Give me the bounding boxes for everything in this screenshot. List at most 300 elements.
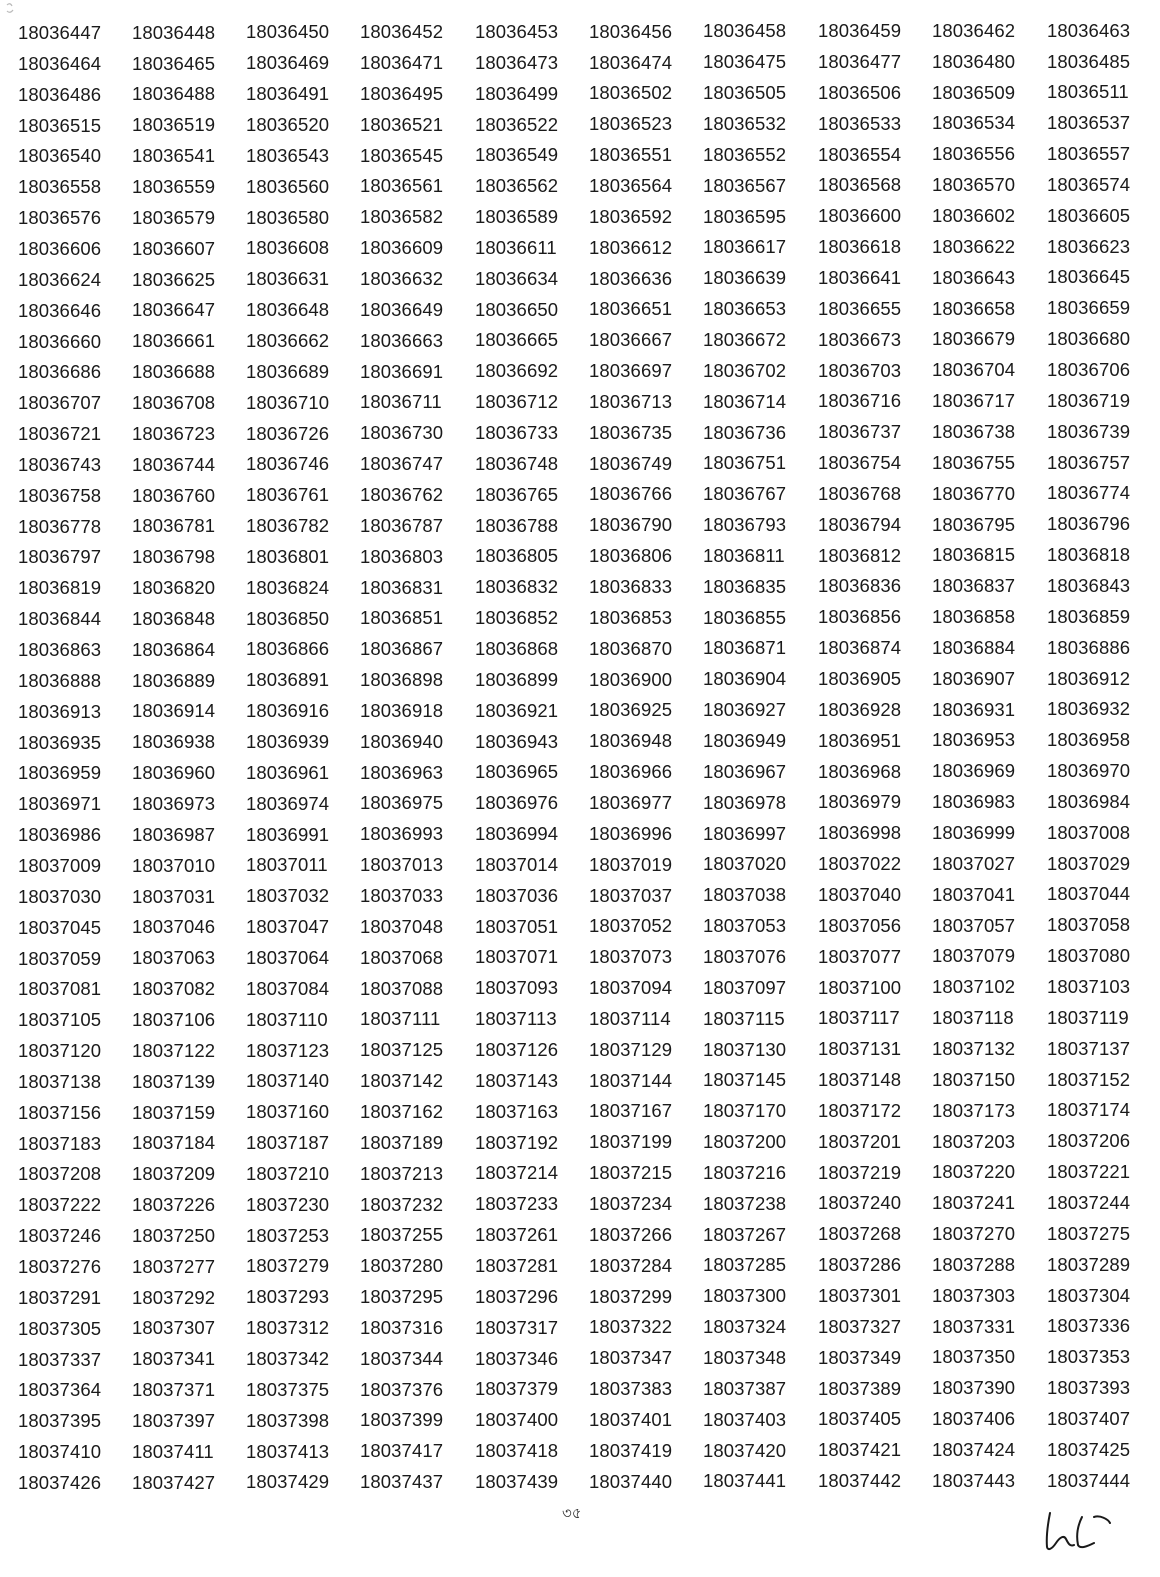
roll-number-cell: 18036618: [818, 236, 902, 258]
roll-number-cell: 18036851: [360, 607, 444, 629]
roll-number-cell: 18036465: [132, 52, 216, 74]
roll-number-cell: 18037022: [818, 853, 902, 875]
roll-number-cell: 18037371: [132, 1379, 216, 1401]
table-row: [18, 882, 1148, 912]
roll-number-cell: 18037032: [246, 885, 330, 907]
roll-number-cell: 18037444: [1047, 1469, 1131, 1491]
roll-number-cell: 18037159: [132, 1101, 216, 1123]
roll-number-cell: 18036660: [18, 330, 102, 352]
roll-number-cell: 18036645: [1047, 266, 1131, 288]
roll-number-cell: 18036863: [18, 639, 102, 660]
roll-number-cell: 18036689: [246, 360, 330, 382]
roll-number-cell: 18036646: [18, 299, 102, 321]
roll-number-cell: 18037270: [932, 1223, 1016, 1245]
roll-number-cell: 18036580: [246, 206, 330, 228]
roll-number-cell: 18037240: [818, 1192, 902, 1214]
roll-number-cell: 18037419: [589, 1439, 673, 1461]
table-row: [18, 635, 1148, 665]
roll-number-cell: 18036459: [818, 20, 902, 42]
roll-number-cell: 18036611: [475, 236, 557, 258]
roll-number-cell: 18036899: [475, 668, 559, 690]
roll-number-cell: 18037405: [818, 1408, 902, 1430]
roll-number-cell: 18036711: [360, 391, 442, 413]
roll-number-cell: 18037336: [1047, 1315, 1131, 1337]
roll-number-cell: 18036788: [475, 514, 559, 536]
table-row: [18, 357, 1148, 387]
roll-number-cell: 18036650: [475, 298, 559, 320]
roll-number-cell: 18037426: [18, 1471, 102, 1493]
roll-number-cell: 18036545: [360, 144, 444, 166]
roll-number-cell: 18036634: [475, 267, 559, 289]
roll-number-cell: 18036662: [246, 329, 330, 351]
roll-number-cell: 18037292: [132, 1286, 216, 1308]
roll-number-cell: 18036757: [1047, 451, 1131, 473]
roll-number-cell: 18036975: [360, 792, 444, 814]
roll-number-cell: 18036710: [246, 391, 330, 413]
table-row: [18, 1314, 1148, 1344]
roll-number-cell: 18036977: [589, 791, 673, 813]
roll-number-cell: 18037206: [1047, 1130, 1131, 1152]
roll-number-cell: 18036688: [132, 361, 216, 383]
roll-number-cell: 18036749: [589, 452, 673, 474]
roll-number-cell: 18036600: [818, 205, 902, 227]
roll-number-cell: 18037183: [18, 1132, 102, 1154]
roll-number-cell: 18037327: [818, 1315, 902, 1337]
roll-number-cell: 18036463: [1047, 19, 1131, 41]
roll-number-cell: 18036928: [818, 698, 902, 720]
roll-number-cell: 18036477: [818, 51, 902, 73]
roll-number-cell: 18037200: [703, 1131, 787, 1153]
roll-number-cell: 18036533: [818, 112, 902, 134]
roll-number-cell: 18036891: [246, 669, 330, 691]
roll-number-cell: 18036754: [818, 452, 902, 474]
roll-number-cell: 18037305: [18, 1317, 102, 1339]
roll-number-cell: 18036717: [932, 390, 1016, 412]
roll-number-cell: 18036870: [589, 637, 673, 659]
roll-number-cell: 18036986: [18, 824, 102, 846]
roll-number-cell: 18036819: [18, 577, 102, 599]
roll-number-cell: 18036737: [818, 421, 902, 443]
roll-number-cell: 18037348: [703, 1347, 787, 1368]
roll-number-cell: 18036686: [18, 361, 102, 383]
roll-number-cell: 18036471: [360, 52, 444, 74]
roll-number-cell: 18036562: [475, 175, 559, 197]
roll-number-cell: 18036801: [246, 545, 330, 567]
roll-number-cell: 18036691: [360, 360, 444, 382]
roll-number-cell: 18036978: [703, 791, 787, 813]
roll-number-cell: 18036624: [18, 268, 102, 290]
roll-number-cell: 18037261: [475, 1224, 559, 1246]
roll-number-cell: 18037291: [18, 1286, 102, 1308]
roll-number-cell: 18036913: [18, 700, 102, 722]
roll-number-cell: 18037397: [132, 1410, 216, 1431]
roll-number-cell: 18036971: [18, 793, 102, 815]
roll-number-cell: 18037393: [1047, 1377, 1131, 1399]
roll-number-cell: 18036958: [1047, 729, 1131, 751]
roll-number-cell: 18036589: [475, 206, 559, 228]
roll-number-cell: 18036653: [703, 298, 787, 320]
roll-number-cell: 18037288: [932, 1253, 1016, 1275]
roll-number-cell: 18037013: [360, 854, 444, 876]
roll-number-cell: 18036856: [818, 606, 902, 628]
roll-number-cell: 18036625: [132, 268, 216, 290]
roll-number-cell: 18036781: [132, 515, 216, 537]
roll-number-cell: 18037232: [360, 1193, 444, 1215]
roll-number-cell: 18036582: [360, 206, 444, 228]
roll-number-cell: 18036655: [818, 297, 902, 319]
roll-number-cell: 18037009: [18, 854, 102, 876]
roll-number-cell: 18037081: [18, 978, 102, 1000]
table-row: [18, 666, 1148, 696]
roll-number-cell: 18036959: [18, 762, 102, 784]
roll-number-cell: 18037094: [589, 977, 673, 999]
roll-number-cell: 18037230: [246, 1193, 330, 1215]
roll-number-cell: 18037103: [1047, 976, 1131, 998]
roll-number-cell: 18036558: [18, 176, 102, 198]
table-row: [18, 1375, 1148, 1405]
roll-number-cell: 18036859: [1047, 605, 1131, 627]
roll-number-cell: 18036858: [932, 606, 1016, 628]
roll-number-cell: 18036649: [360, 298, 444, 320]
roll-number-cell: 18037344: [360, 1347, 444, 1369]
roll-number-cell: 18036739: [1047, 420, 1131, 442]
roll-number-cell: 18037222: [18, 1194, 102, 1216]
roll-number-cell: 18036874: [818, 637, 902, 659]
roll-number-cell: 18036456: [589, 20, 673, 42]
roll-number-cell: 18037441: [703, 1470, 787, 1492]
roll-number-cell: 18037279: [246, 1255, 330, 1277]
roll-number-cell: 18037250: [132, 1224, 216, 1246]
roll-number-cell: 18036726: [246, 422, 330, 444]
roll-number-cell: 18037056: [818, 914, 902, 936]
roll-number-cell: 18037410: [18, 1441, 102, 1463]
roll-number-cell: 18037403: [703, 1408, 787, 1430]
roll-number-cell: 18036554: [818, 143, 902, 165]
table-row: [18, 697, 1148, 727]
table-row: [18, 820, 1148, 850]
roll-number-cell: 18037010: [132, 854, 216, 876]
table-row: [18, 80, 1148, 110]
table-row: [18, 481, 1148, 511]
roll-number-cell: 18036931: [932, 698, 1016, 720]
roll-number-cell: 18037110: [246, 1008, 328, 1030]
roll-number-cell: 18037199: [589, 1131, 673, 1153]
roll-number-cell: 18036680: [1047, 328, 1131, 350]
roll-number-cell: 18037123: [246, 1039, 330, 1061]
roll-number-cell: 18036636: [589, 267, 673, 289]
roll-number-cell: 18036744: [132, 453, 216, 475]
roll-number-cell: 18036532: [703, 113, 787, 134]
roll-number-cell: 18036932: [1047, 698, 1131, 720]
roll-number-cell: 18037401: [589, 1408, 673, 1430]
roll-number-cell: 18037115: [703, 1007, 785, 1029]
table-row: [18, 265, 1148, 295]
roll-number-cell: 18037214: [475, 1162, 559, 1184]
roll-number-cell: 18036643: [932, 266, 1016, 288]
roll-number-cell: 18036993: [360, 823, 444, 845]
roll-number-cell: 18037331: [932, 1315, 1016, 1337]
roll-number-cell: 18037421: [818, 1439, 902, 1461]
table-row: [18, 728, 1148, 758]
roll-number-cell: 18037238: [703, 1192, 787, 1214]
roll-number-cell: 18037093: [475, 977, 559, 999]
roll-number-cell: 18037036: [475, 884, 559, 906]
roll-number-cell: 18037277: [132, 1255, 216, 1277]
roll-number-cell: 18036473: [475, 51, 559, 73]
roll-number-cell: 18036925: [589, 699, 673, 721]
table-row: [18, 1190, 1148, 1220]
roll-number-cell: 18036864: [132, 638, 216, 660]
table-row: [18, 1098, 1148, 1128]
roll-number-cell: 18037349: [818, 1346, 902, 1368]
roll-number-cell: 18036574: [1047, 173, 1131, 195]
roll-number-cell: 18036994: [475, 823, 559, 845]
roll-number-cell: 18037440: [589, 1470, 673, 1492]
roll-number-cell: 18036820: [132, 577, 216, 599]
roll-number-cell: 18036556: [932, 143, 1016, 165]
roll-number-cell: 18036520: [246, 114, 330, 136]
roll-number-cell: 18036848: [132, 607, 216, 629]
roll-number-cell: 18036612: [589, 236, 673, 258]
roll-number-cell: 18036973: [132, 793, 216, 814]
roll-number-cell: 18036447: [18, 22, 102, 43]
roll-number-cell: 18036765: [475, 483, 559, 505]
table-row: [18, 172, 1148, 202]
roll-number-cell: 18036907: [932, 667, 1016, 689]
roll-number-cell: 18036719: [1047, 389, 1131, 411]
roll-number-cell: 18036488: [132, 83, 216, 105]
signature-icon: [1038, 1505, 1118, 1555]
roll-number-cell: 18037052: [589, 915, 673, 937]
roll-number-cell: 18036692: [475, 360, 559, 382]
roll-number-cell: 18037138: [18, 1070, 102, 1092]
roll-number-cell: 18037324: [703, 1316, 787, 1338]
roll-number-cell: 18037296: [475, 1285, 559, 1307]
roll-number-cell: 18036607: [132, 237, 216, 259]
roll-number-cell: 18036996: [589, 822, 673, 844]
table-row: [18, 234, 1148, 264]
roll-number-cell: 18036793: [703, 514, 787, 536]
roll-number-cell: 18037399: [360, 1409, 444, 1431]
roll-number-cell: 18037033: [360, 885, 444, 907]
roll-number-cell: 18037137: [1047, 1037, 1131, 1059]
roll-number-cell: 18037317: [475, 1316, 559, 1338]
roll-number-cell: 18036761: [246, 484, 330, 506]
table-row: [18, 512, 1148, 542]
roll-number-cell: 18037084: [246, 977, 330, 999]
roll-number-cell: 18037031: [132, 885, 216, 907]
scan-mark-icon: [4, 2, 16, 16]
roll-number-cell: 18037417: [360, 1440, 444, 1462]
roll-number-cell: 18037045: [18, 916, 102, 938]
table-row: [18, 1345, 1148, 1375]
table-row: [18, 944, 1148, 974]
roll-number-cell: 18037350: [932, 1346, 1016, 1368]
roll-number-cell: 18036983: [932, 791, 1016, 813]
roll-number-cell: 18036770: [932, 482, 1016, 504]
roll-number-cell: 18036712: [475, 391, 559, 413]
roll-number-cell: 18037316: [360, 1316, 444, 1338]
roll-number-cell: 18036939: [246, 731, 330, 753]
roll-number-cell: 18036540: [18, 145, 102, 167]
roll-number-cell: 18036968: [818, 760, 902, 782]
roll-number-cell: 18036758: [18, 484, 102, 506]
roll-number-cell: 18037170: [703, 1100, 787, 1122]
roll-number-cell: 18036549: [475, 144, 559, 166]
roll-number-cell: 18036702: [703, 359, 787, 381]
roll-number-cell: 18037347: [589, 1347, 673, 1369]
roll-number-cell: 18037389: [818, 1377, 902, 1399]
roll-number-cell: 18037111: [360, 1008, 441, 1030]
roll-number-cell: 18037346: [475, 1347, 559, 1369]
roll-number-cell: 18036679: [932, 328, 1016, 350]
roll-number-cell: 18036798: [132, 546, 216, 568]
roll-number-cell: 18036850: [246, 607, 330, 629]
roll-number-cell: 18037029: [1047, 852, 1131, 874]
roll-number-cell: 18037244: [1047, 1191, 1131, 1213]
roll-number-cell: 18036448: [132, 21, 216, 43]
roll-number-cell: 18037203: [932, 1130, 1016, 1152]
roll-number-cell: 18036502: [589, 82, 673, 104]
roll-number-cell: 18036755: [932, 451, 1016, 473]
roll-number-cell: 18036790: [589, 514, 673, 536]
roll-number-cell: 18036927: [703, 699, 787, 721]
roll-number-cell: 18036557: [1047, 143, 1131, 165]
roll-number-cell: 18036703: [818, 359, 902, 381]
roll-number-cell: 18037383: [589, 1378, 673, 1400]
roll-number-cell: 18037285: [703, 1254, 787, 1276]
roll-number-cell: 18036844: [18, 608, 102, 630]
roll-number-cell: 18036452: [360, 21, 444, 43]
table-row: [18, 1283, 1148, 1313]
roll-number-cell: 18036609: [360, 237, 444, 259]
table-row: [18, 851, 1148, 881]
roll-number-cell: 18036815: [932, 544, 1016, 566]
roll-number-cell: 18036505: [703, 82, 787, 104]
roll-number-cell: 18036803: [360, 545, 444, 567]
roll-number-cell: 18036523: [589, 113, 673, 135]
roll-number-cell: 18036673: [818, 328, 902, 350]
roll-number-cell: 18037233: [475, 1193, 559, 1215]
roll-number-cell: 18037379: [475, 1378, 559, 1400]
roll-number-cell: 18036511: [1047, 81, 1129, 103]
roll-number-cell: 18036568: [818, 174, 902, 196]
roll-number-cell: 18036832: [475, 576, 559, 598]
roll-number-cell: 18037080: [1047, 945, 1131, 967]
roll-number-cell: 18037226: [132, 1194, 216, 1216]
roll-number-cell: 18037079: [932, 945, 1016, 967]
roll-number-cell: 18036743: [18, 453, 102, 475]
roll-number-cell: 18037150: [932, 1068, 1016, 1090]
roll-number-cell: 18037119: [1047, 1006, 1129, 1028]
roll-number-cell: 18036659: [1047, 297, 1131, 319]
roll-number-cell: 18037041: [932, 883, 1016, 905]
roll-number-cell: 18037342: [246, 1348, 330, 1370]
roll-number-cell: 18036704: [932, 359, 1016, 381]
roll-number-cell: 18036916: [246, 700, 330, 722]
roll-number-cell: 18036648: [246, 299, 330, 321]
roll-number-cell: 18037443: [932, 1469, 1016, 1491]
roll-number-cell: 18037210: [246, 1162, 330, 1184]
roll-number-cell: 18037293: [246, 1286, 330, 1308]
roll-number-cell: 18036818: [1047, 544, 1131, 566]
roll-number-cell: 18036760: [132, 484, 216, 506]
roll-number-cell: 18037413: [246, 1440, 330, 1462]
roll-number-cell: 18037174: [1047, 1099, 1131, 1121]
roll-number-cell: 18036767: [703, 483, 787, 505]
roll-number-cell: 18036506: [818, 81, 902, 103]
roll-number-cell: 18036868: [475, 637, 559, 659]
roll-number-cell: 18037077: [818, 945, 902, 967]
roll-number-cell: 18036795: [932, 513, 1016, 535]
roll-number-cell: 18037424: [932, 1439, 1016, 1461]
roll-number-cell: 18036534: [932, 112, 1016, 134]
table-row: [18, 141, 1148, 171]
roll-number-cell: 18036943: [475, 730, 559, 752]
table-row: [18, 974, 1148, 1004]
roll-number-cell: 18037120: [18, 1040, 102, 1062]
roll-number-cell: 18036730: [360, 422, 444, 444]
roll-number-cell: 18036953: [932, 729, 1016, 751]
roll-number-cell: 18036559: [132, 176, 216, 197]
roll-number-cell: 18036632: [360, 268, 444, 290]
table-row: [18, 388, 1148, 418]
roll-number-cell: 18036833: [589, 576, 673, 597]
roll-number-cell: 18036672: [703, 328, 787, 350]
roll-number-cell: 18036458: [703, 20, 787, 42]
roll-number-cell: 18037255: [360, 1224, 444, 1246]
roll-number-cell: 18036918: [360, 699, 444, 721]
roll-number-cell: 18036551: [589, 144, 673, 166]
roll-number-cell: 18037088: [360, 977, 444, 999]
roll-number-cell: 18036963: [360, 761, 444, 783]
roll-number-cell: 18037376: [360, 1378, 444, 1400]
roll-number-cell: 18036768: [818, 482, 902, 504]
roll-number-cell: 18036794: [818, 513, 902, 535]
table-row: [18, 203, 1148, 233]
roll-number-cell: 18037209: [132, 1163, 216, 1185]
roll-number-cell: 18036462: [932, 19, 1016, 41]
table-row: [18, 758, 1148, 788]
roll-number-cell: 18037267: [703, 1223, 787, 1245]
roll-number-cell: 18037064: [246, 946, 330, 968]
roll-number-cell: 18037038: [703, 884, 787, 906]
roll-number-cell: 18037132: [932, 1037, 1016, 1059]
roll-number-cell: 18036984: [1047, 790, 1131, 812]
roll-number-cell: 18037375: [246, 1378, 330, 1400]
roll-number-cell: 18036738: [932, 420, 1016, 442]
roll-number-cell: 18036543: [246, 144, 330, 166]
roll-number-cell: 18037097: [703, 976, 787, 998]
roll-number-cell: 18036605: [1047, 204, 1131, 226]
roll-number-cell: 18036970: [1047, 760, 1131, 782]
roll-number-cell: 18036797: [18, 546, 102, 568]
roll-number-cell: 18036921: [475, 699, 559, 721]
roll-number-cell: 18037304: [1047, 1284, 1131, 1306]
roll-number-cell: 18036866: [246, 638, 330, 660]
roll-number-cell: 18037160: [246, 1101, 330, 1123]
table-row: [18, 913, 1148, 943]
table-row: [18, 419, 1148, 449]
roll-number-cell: 18036522: [475, 113, 559, 135]
roll-number-cell: 18036912: [1047, 667, 1131, 689]
roll-number-cell: 18037411: [132, 1440, 214, 1462]
roll-number-cell: 18036450: [246, 21, 330, 43]
roll-number-cell: 18037312: [246, 1317, 330, 1339]
roll-number-cell: 18036592: [589, 205, 673, 227]
roll-number-cell: 18036805: [475, 545, 559, 567]
roll-number-cell: 18037201: [818, 1130, 902, 1152]
